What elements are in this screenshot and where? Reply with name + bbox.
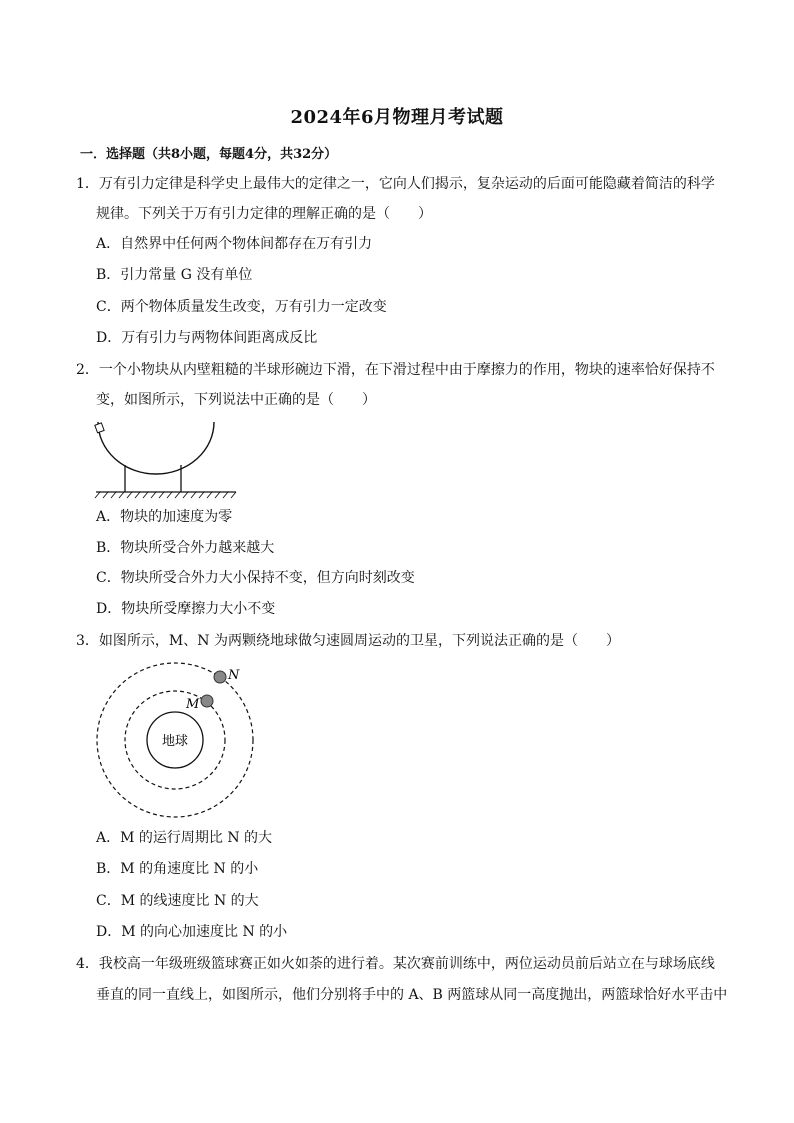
- question-4-line-1: 4．我校高一年级班级篮球赛正如火如荼的进行着。某次赛前训练中，两位运动员前后站立在与球场底线: [76, 956, 715, 972]
- question-3-option-b: B．M 的角速度比 N 的小: [96, 861, 259, 877]
- section-heading: 一．选择题（共8小题，每题4分，共32分）: [80, 147, 338, 162]
- bowl-figure: [90, 412, 240, 498]
- satellite-m: [201, 695, 213, 707]
- question-2-option-a: A．物块的加速度为零: [96, 509, 233, 525]
- question-3-option-d: D．M 的向心加速度比 N 的小: [96, 924, 288, 940]
- question-2-line-2: 变，如图所示，下列说法中正确的是（ ）: [96, 392, 376, 408]
- question-3-option-c: C．M 的线速度比 N 的大: [96, 893, 259, 909]
- question-1-line-1: 1．万有引力定律是科学史上最伟大的定律之一，它向人们揭示，复杂运动的后面可能隐藏着简洁的科学: [76, 176, 715, 192]
- exam-title: 2024年6月物理月考试题: [290, 107, 504, 128]
- question-3-line-1: 3．如图所示，M、N 为两颗绕地球做匀速圆周运动的卫星，下列说法正确的是（ ）: [76, 633, 620, 649]
- satellite-n-label: N: [228, 668, 240, 683]
- question-1-option-a: A．自然界中任何两个物体间都存在万有引力: [96, 236, 373, 252]
- question-1-option-c: C．两个物体质量发生改变，万有引力一定改变: [96, 299, 387, 315]
- question-4-line-2: 垂直的同一直线上，如图所示，他们分别将手中的 A、B 两篮球从同一高度抛出，两篮球恰好水平击中: [96, 987, 728, 1003]
- question-2-option-d: D．物块所受摩擦力大小不变: [96, 601, 276, 617]
- question-2-option-b: B．物块所受合外力越来越大: [96, 540, 275, 556]
- question-1-line-2: 规律。下列关于万有引力定律的理解正确的是（ ）: [96, 206, 432, 222]
- satellite-m-label: M: [186, 697, 200, 712]
- earth-label: 地球: [161, 734, 189, 749]
- question-3-option-a: A．M 的运行周期比 N 的大: [96, 830, 273, 846]
- question-1-option-d: D．万有引力与两物体间距离成反比: [96, 330, 318, 346]
- orbit-figure: [90, 662, 260, 818]
- satellite-n: [214, 671, 226, 683]
- question-2-option-c: C．物块所受合外力大小保持不变，但方向时刻改变: [96, 570, 415, 586]
- question-2-line-1: 2．一个小物块从内壁粗糙的半球形碗边下滑，在下滑过程中由于摩擦力的作用，物块的速率恰好保持不: [76, 362, 715, 378]
- question-1-option-b: B．引力常量 G 没有单位: [96, 267, 253, 283]
